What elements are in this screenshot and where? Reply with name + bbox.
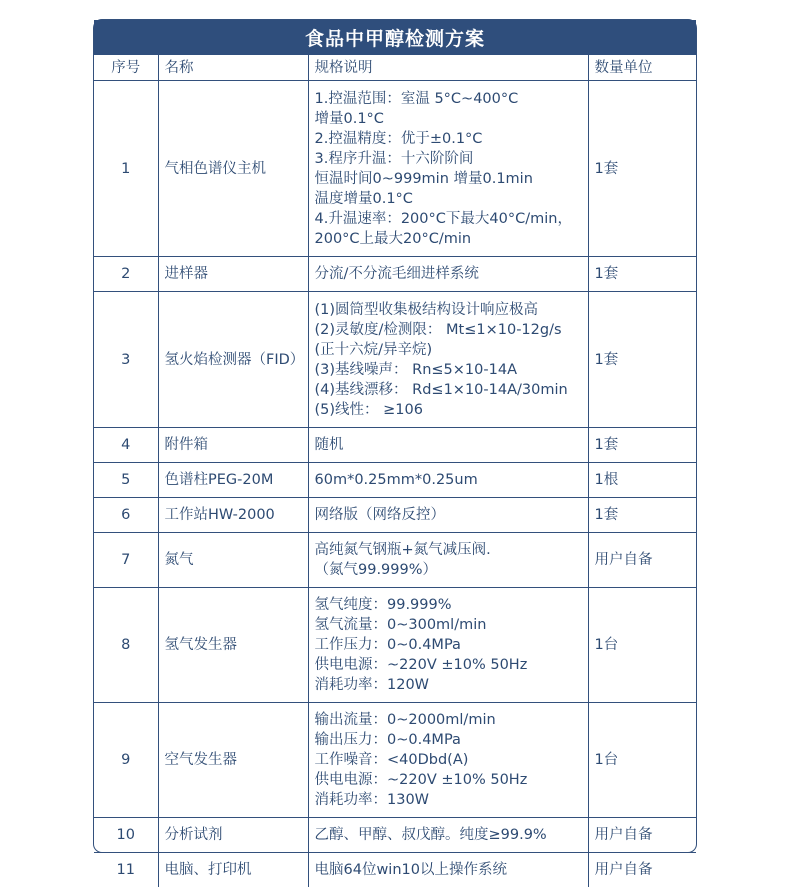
cell-name: 工作站HW-2000: [158, 498, 308, 533]
table-row: [94, 428, 696, 463]
header-qty: 数量单位: [588, 55, 696, 81]
table-row: [94, 533, 696, 588]
cell-name: 进样器: [158, 257, 308, 292]
cell-name: 空气发生器: [158, 703, 308, 818]
spec-line: (1)圆筒型收集极结构设计响应极高: [315, 300, 582, 320]
spec-line: 消耗功率：120W: [315, 675, 582, 695]
spec-line: 工作压力：0~0.4MPa: [315, 635, 582, 655]
spec-line: 氢气流量：0~300ml/min: [315, 615, 582, 635]
cell-seq: 10: [94, 818, 158, 853]
cell-seq: 2: [94, 257, 158, 292]
spec-line: 3.程序升温：十六阶阶间: [315, 149, 582, 169]
spec-line: 消耗功率：130W: [315, 790, 582, 810]
table-row: [94, 853, 696, 887]
spec-line: （氮气99.999%）: [315, 560, 582, 580]
cell-seq: 8: [94, 588, 158, 703]
header-row: [94, 55, 696, 81]
cell-spec: [308, 703, 588, 818]
cell-qty: 1套: [588, 428, 696, 463]
spec-line: 供电电源：~220V ±10% 50Hz: [315, 655, 582, 675]
spec-line: 氢气纯度：99.999%: [315, 595, 582, 615]
header-spec: 规格说明: [308, 55, 588, 81]
spec-line: 乙醇、甲醇、叔戊醇。纯度≥99.9%: [315, 825, 582, 845]
cell-name: 电脑、打印机: [158, 853, 308, 887]
spec-line: 输出流量：0~2000ml/min: [315, 710, 582, 730]
scheme-table-card: [93, 19, 697, 853]
spec-line: 4.升温速率：200°C下最大40°C/min，: [315, 209, 582, 229]
table-body: [94, 81, 696, 887]
table-row: [94, 818, 696, 853]
spec-line: 电脑64位win10以上操作系统: [315, 860, 582, 880]
spec-line: 输出压力：0~0.4MPa: [315, 730, 582, 750]
table-row: [94, 257, 696, 292]
cell-qty: 1套: [588, 292, 696, 428]
cell-spec: [308, 818, 588, 853]
cell-name: 氮气: [158, 533, 308, 588]
table-row: [94, 588, 696, 703]
spec-line: (4)基线漂移： Rd≤1×10-14A/30min: [315, 380, 582, 400]
cell-name: 分析试剂: [158, 818, 308, 853]
table-row: [94, 81, 696, 257]
spec-line: (5)线性： ≥106: [315, 400, 582, 420]
spec-line: 60m*0.25mm*0.25um: [315, 470, 582, 490]
cell-spec: [308, 463, 588, 498]
cell-qty: 1台: [588, 588, 696, 703]
cell-name: 氢气发生器: [158, 588, 308, 703]
table-title: 食品中甲醇检测方案: [94, 20, 696, 55]
header-seq: 序号: [94, 55, 158, 81]
table-row: [94, 292, 696, 428]
cell-spec: [308, 257, 588, 292]
cell-name: 色谱柱PEG-20M: [158, 463, 308, 498]
spec-line: 恒温时间0~999min 增量0.1min: [315, 169, 582, 189]
spec-line: 增量0.1°C: [315, 109, 582, 129]
cell-seq: 3: [94, 292, 158, 428]
spec-line: (2)灵敏度/检测限： Mt≤1×10-12g/s: [315, 320, 582, 340]
spec-line: 高纯氮气钢瓶+氮气减压阀.: [315, 540, 582, 560]
cell-spec: [308, 498, 588, 533]
spec-line: (3)基线噪声： Rn≤5×10-14A: [315, 360, 582, 380]
table-row: [94, 703, 696, 818]
cell-name: 氢火焰检测器（FID）: [158, 292, 308, 428]
cell-qty: 用户自备: [588, 818, 696, 853]
cell-seq: 11: [94, 853, 158, 887]
cell-seq: 6: [94, 498, 158, 533]
spec-line: 供电电源：~220V ±10% 50Hz: [315, 770, 582, 790]
spec-line: 200°C上最大20°C/min: [315, 229, 582, 249]
spec-line: 分流/不分流毛细进样系统: [315, 264, 582, 284]
cell-spec: [308, 853, 588, 887]
spec-line: 网络版（网络反控）: [315, 505, 582, 525]
scheme-table: [94, 55, 696, 887]
cell-qty: 1套: [588, 81, 696, 257]
spec-line: 温度增量0.1°C: [315, 189, 582, 209]
cell-spec: [308, 292, 588, 428]
cell-qty: 用户自备: [588, 533, 696, 588]
cell-qty: 1根: [588, 463, 696, 498]
cell-seq: 5: [94, 463, 158, 498]
cell-seq: 9: [94, 703, 158, 818]
table-row: [94, 463, 696, 498]
cell-seq: 1: [94, 81, 158, 257]
cell-qty: 1套: [588, 257, 696, 292]
cell-qty: 用户自备: [588, 853, 696, 887]
cell-qty: 1台: [588, 703, 696, 818]
cell-name: 附件箱: [158, 428, 308, 463]
spec-line: (正十六烷/异辛烷): [315, 340, 582, 360]
table-row: [94, 498, 696, 533]
cell-spec: [308, 428, 588, 463]
cell-spec: [308, 533, 588, 588]
cell-spec: [308, 81, 588, 257]
cell-seq: 7: [94, 533, 158, 588]
spec-line: 随机: [315, 435, 582, 455]
spec-line: 1.控温范围：室温 5°C~400°C: [315, 89, 582, 109]
spec-line: 工作噪音：<40Dbd(A): [315, 750, 582, 770]
cell-qty: 1套: [588, 498, 696, 533]
cell-seq: 4: [94, 428, 158, 463]
cell-name: 气相色谱仪主机: [158, 81, 308, 257]
spec-line: 2.控温精度：优于±0.1°C: [315, 129, 582, 149]
cell-spec: [308, 588, 588, 703]
header-name: 名称: [158, 55, 308, 81]
